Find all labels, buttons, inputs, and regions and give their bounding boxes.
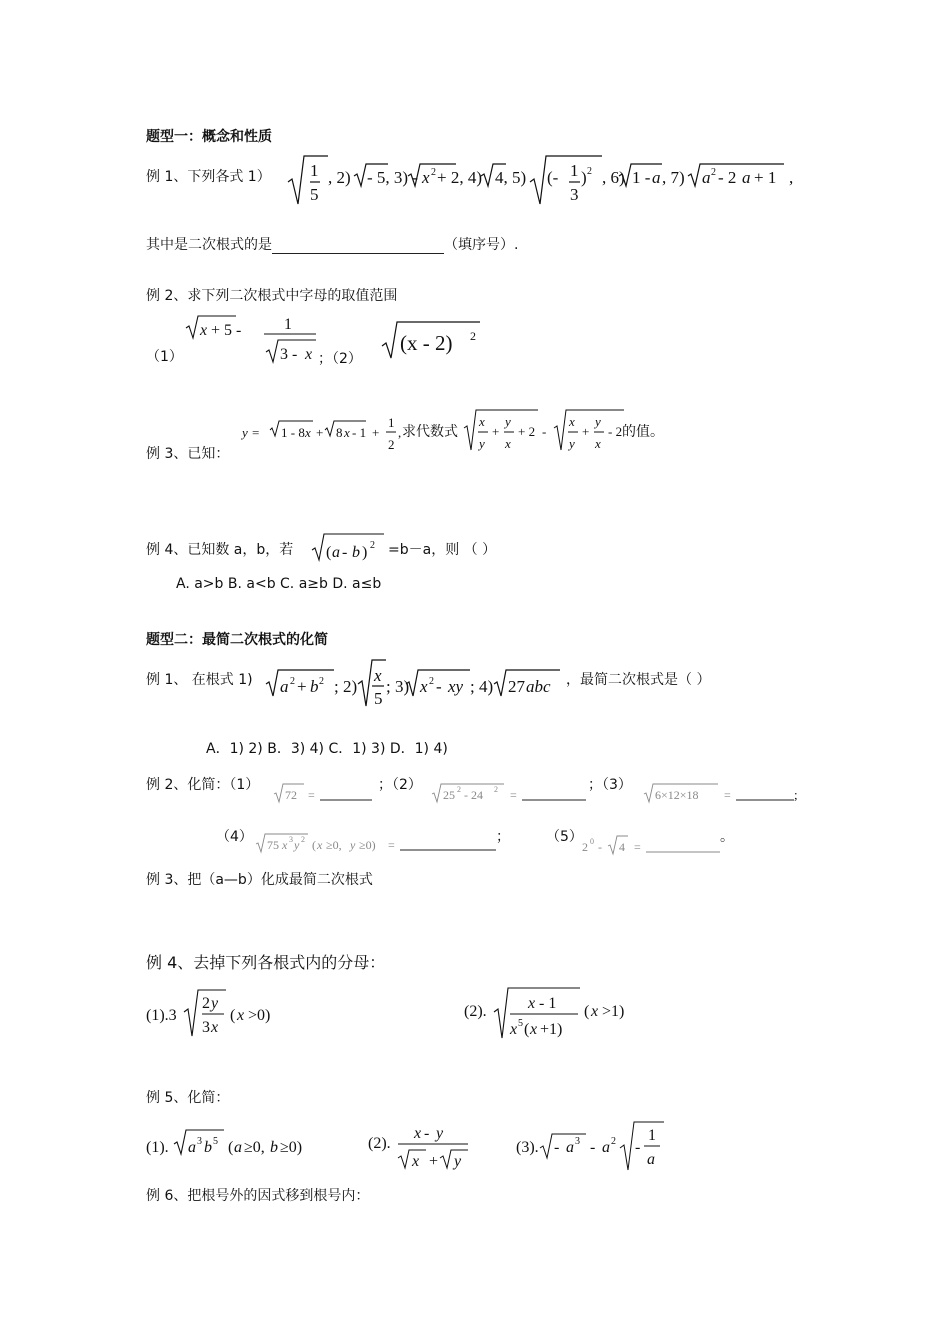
svg-text:2: 2 — [431, 167, 436, 178]
svg-text:=: = — [252, 425, 260, 440]
svg-text:2: 2 — [429, 676, 434, 687]
svg-text:72: 72 — [285, 788, 297, 802]
svg-text:(: ( — [228, 1139, 234, 1156]
svg-text:x: x — [479, 414, 485, 429]
svg-text:1: 1 — [570, 161, 579, 180]
s2-ex2-formula-5 — [580, 832, 722, 860]
svg-text:4: 4 — [619, 840, 625, 854]
svg-text:+ 2: + 2 — [518, 424, 536, 439]
svg-text:=: = — [724, 788, 731, 802]
svg-text:1: 1 — [388, 415, 395, 430]
svg-text:2: 2 — [470, 329, 476, 343]
svg-text:y: y — [454, 1153, 462, 1170]
svg-text:b: b — [270, 1139, 278, 1156]
ex4-formula — [310, 530, 390, 566]
svg-text:x: x — [414, 1125, 422, 1142]
svg-text:≥0): ≥0) — [359, 838, 376, 852]
svg-text:x: x — [591, 1003, 599, 1020]
svg-text:(: ( — [326, 544, 332, 561]
svg-text:5: 5 — [213, 1136, 218, 1147]
svg-text:- 1: - 1 — [352, 425, 367, 440]
svg-text:≥0,: ≥0, — [244, 1139, 265, 1156]
ex3-mid: 求代数式 — [402, 424, 458, 440]
svg-text:2: 2 — [587, 166, 592, 177]
svg-text:a: a — [702, 168, 711, 187]
svg-text:x: x — [344, 425, 350, 440]
svg-text:1: 1 — [310, 161, 319, 180]
svg-text:x: x — [305, 425, 311, 440]
ex2-p2: ；（2） — [318, 351, 362, 367]
s2-ex4-formula-1 — [144, 984, 294, 1044]
ex3-suffix: 的值。 — [622, 424, 664, 440]
svg-text:a: a — [652, 168, 661, 187]
s2-ex2-end: 。 — [720, 829, 734, 845]
s2-ex5-formula-1 — [144, 1122, 334, 1172]
s2-ex5-title: 例 5、化简： — [146, 1090, 230, 1106]
svg-text:- 2: - 2 — [718, 168, 737, 187]
svg-text:3 -: 3 - — [280, 346, 298, 363]
svg-text:a: a — [332, 544, 340, 561]
ex3-prefix: 例 3、已知： — [146, 446, 230, 462]
svg-text:xy: xy — [448, 677, 464, 696]
s2-ex2-prefix: 例 2、化简：（1） — [146, 777, 260, 793]
svg-text:+: + — [316, 425, 324, 440]
svg-text:5: 5 — [518, 1018, 523, 1029]
s2-ex2-p3: ；（3） — [588, 777, 632, 793]
svg-text:x: x — [505, 436, 511, 451]
svg-text:2: 2 — [290, 676, 295, 687]
svg-text:2: 2 — [494, 785, 498, 794]
svg-text:(1).3: (1).3 — [146, 1007, 177, 1024]
svg-text:(3).: (3). — [516, 1139, 539, 1156]
svg-text:8: 8 — [336, 425, 343, 440]
ex2-title: 例 2、求下列二次根式中字母的取值范围 — [146, 288, 398, 304]
svg-text:- 2: - 2 — [608, 424, 623, 439]
svg-text:0: 0 — [590, 837, 594, 846]
svg-text:27: 27 — [508, 677, 525, 696]
svg-text:, 6): , 6) — [602, 168, 625, 187]
svg-text:a: a — [602, 1139, 610, 1156]
svg-text:- 1: - 1 — [539, 995, 557, 1012]
svg-text:>1): >1) — [602, 1003, 625, 1020]
ex4-suffix: =b－a，则 （ ） — [388, 542, 497, 558]
ex1-prefix: 例 1、下列各式 1） — [146, 169, 271, 185]
s2-ex2-semicolon: ； — [496, 829, 510, 845]
svg-text:x: x — [317, 838, 323, 852]
svg-text:+ 1: + 1 — [754, 168, 777, 187]
svg-text:- 24: - 24 — [464, 788, 483, 802]
svg-text:(1).: (1). — [146, 1139, 169, 1156]
svg-text:;: ; — [794, 787, 798, 802]
svg-text:x: x — [420, 677, 428, 696]
svg-text:2: 2 — [370, 540, 375, 551]
svg-text:1: 1 — [284, 316, 292, 333]
svg-text:x: x — [211, 1019, 219, 1036]
svg-text:): ) — [362, 544, 368, 561]
s2-ex1-prefix: 例 1、 在根式 1) — [146, 672, 253, 688]
svg-text:x: x — [528, 995, 536, 1012]
svg-text:(x - 2): (x - 2) — [400, 331, 453, 355]
svg-text:x: x — [412, 1153, 420, 1170]
svg-text:(-: (- — [547, 168, 559, 187]
svg-text:+: + — [297, 677, 307, 696]
svg-text:y: y — [294, 838, 300, 852]
svg-text:3: 3 — [197, 1136, 202, 1147]
ex4-options: A. a>b B. a<b C. a≥b D. a≤b — [176, 576, 382, 592]
s2-ex4-title: 例 4、去掉下列各根式内的分母： — [146, 953, 386, 972]
ex1-line2: 其中是二次根式的是 — [146, 237, 272, 253]
s2-ex2-formula-2 — [430, 780, 590, 808]
svg-text:-: - — [342, 544, 348, 561]
section-heading-1: 题型一：概念和性质 — [146, 129, 272, 145]
s2-ex2-formula-4 — [254, 830, 502, 858]
svg-text:-: - — [598, 840, 602, 854]
s2-ex2-p5: （5） — [546, 829, 583, 845]
svg-text:-: - — [424, 1125, 430, 1142]
svg-text:2: 2 — [582, 840, 588, 854]
svg-text:2: 2 — [388, 437, 395, 452]
svg-text:+1): +1) — [540, 1021, 563, 1038]
svg-text:x: x — [200, 322, 208, 339]
svg-text:6×12×18: 6×12×18 — [655, 788, 699, 802]
svg-text:,: , — [398, 425, 402, 440]
svg-text:+: + — [429, 1153, 439, 1170]
svg-text:1 - 8: 1 - 8 — [281, 425, 305, 440]
s2-ex5-formula-2 — [366, 1118, 476, 1174]
svg-text:, 2): , 2) — [328, 168, 351, 187]
svg-text:25: 25 — [443, 788, 455, 802]
s2-ex1-suffix: ，最简二次根式是（ ） — [566, 672, 711, 688]
svg-text:-: - — [554, 1139, 560, 1156]
svg-text:5: 5 — [310, 185, 319, 204]
svg-text:; 3): ; 3) — [386, 677, 410, 696]
svg-text:a: a — [647, 1151, 655, 1168]
svg-text:+: + — [582, 424, 590, 439]
svg-text:(: ( — [524, 1021, 530, 1038]
s2-ex3-text: 例 3、把（a—b）化成最简二次根式 — [146, 872, 373, 888]
s2-ex5-formula-3 — [514, 1118, 674, 1174]
svg-text:abc: abc — [526, 677, 551, 696]
svg-text:, 7): , 7) — [662, 168, 685, 187]
s2-ex4-formula-2 — [462, 984, 642, 1044]
svg-text:x: x — [237, 1007, 245, 1024]
ex2-formula-2 — [380, 318, 490, 362]
svg-text:a: a — [234, 1139, 242, 1156]
ex2-formula-1 — [184, 308, 324, 368]
svg-text:y: y — [242, 425, 248, 440]
svg-text:x: x — [422, 168, 430, 187]
svg-text:y: y — [211, 995, 219, 1012]
svg-text:,: , — [789, 168, 794, 187]
svg-text:4, 5): 4, 5) — [495, 168, 527, 187]
svg-text:x: x — [374, 666, 382, 685]
svg-text:2: 2 — [319, 676, 324, 687]
svg-text:x: x — [595, 436, 601, 451]
svg-text:(2).: (2). — [464, 1003, 487, 1020]
svg-text:2: 2 — [202, 995, 210, 1012]
svg-text:(: ( — [230, 1007, 236, 1024]
svg-text:5: 5 — [374, 689, 383, 708]
svg-text:x: x — [510, 1021, 518, 1038]
svg-text:(2).: (2). — [368, 1135, 391, 1152]
svg-text:a: a — [566, 1139, 574, 1156]
svg-text:x: x — [530, 1021, 538, 1038]
s2-ex2-formula-1 — [272, 780, 382, 808]
svg-text:2: 2 — [611, 1136, 616, 1147]
svg-text:=: = — [510, 788, 517, 802]
ex1-answer-blank[interactable] — [272, 253, 444, 254]
svg-text:a: a — [188, 1139, 196, 1156]
s2-ex1-formula — [262, 656, 567, 718]
svg-text:3: 3 — [575, 1136, 580, 1147]
ex1-formula — [284, 152, 804, 214]
svg-text:=: = — [308, 788, 315, 802]
svg-text:-: - — [635, 1139, 641, 1156]
ex4-prefix: 例 4、已知数 a，b，若 — [146, 542, 294, 558]
ex2-p1: （1） — [146, 349, 183, 365]
svg-text:2: 2 — [457, 785, 461, 794]
svg-text:3: 3 — [289, 835, 293, 844]
svg-text:y: y — [350, 838, 356, 852]
svg-text:x: x — [282, 838, 288, 852]
svg-text:2: 2 — [301, 835, 305, 844]
svg-text:): ) — [581, 168, 587, 187]
svg-text:y: y — [595, 414, 601, 429]
svg-text:b: b — [204, 1139, 212, 1156]
svg-text:y: y — [436, 1125, 444, 1142]
svg-text:; 2): ; 2) — [334, 677, 358, 696]
section-heading-2: 题型二：最简二次根式的化简 — [146, 632, 328, 648]
svg-text:3: 3 — [202, 1019, 210, 1036]
svg-text:a: a — [742, 168, 751, 187]
svg-text:y: y — [505, 414, 511, 429]
svg-text:=: = — [634, 840, 641, 854]
svg-text:2: 2 — [711, 167, 716, 178]
svg-text:1 -: 1 - — [632, 168, 651, 187]
svg-text:+ 5 -: + 5 - — [211, 322, 242, 339]
s2-ex2-p2: ；（2） — [378, 777, 422, 793]
s2-ex1-options: A．1) 2) B．3) 4) C．1) 3) D．1) 4) — [206, 741, 448, 757]
svg-text:b: b — [352, 544, 360, 561]
s2-ex6-title: 例 6、把根号外的因式移到根号内： — [146, 1188, 370, 1204]
s2-ex2-p4: （4） — [216, 829, 253, 845]
svg-text:3: 3 — [570, 185, 579, 204]
svg-text:=: = — [388, 838, 395, 852]
svg-text:y: y — [479, 436, 485, 451]
svg-text:(: ( — [584, 1003, 590, 1020]
svg-text:≥0,: ≥0, — [326, 838, 342, 852]
svg-text:b: b — [310, 677, 319, 696]
svg-text:-: - — [542, 424, 547, 439]
svg-text:(: ( — [312, 838, 316, 852]
svg-text:+: + — [372, 425, 380, 440]
svg-text:-: - — [436, 677, 442, 696]
svg-text:+ 2, 4): + 2, 4) — [437, 168, 482, 187]
svg-text:- 5, 3) -: - 5, 3) - — [367, 168, 418, 187]
svg-text:a: a — [280, 677, 289, 696]
svg-text:x: x — [569, 414, 575, 429]
svg-text:1: 1 — [648, 1127, 656, 1144]
ex3-formula-expr — [460, 404, 630, 458]
ex1-answer-line — [146, 236, 518, 254]
svg-text:+: + — [492, 424, 500, 439]
svg-text:y: y — [569, 436, 575, 451]
svg-text:-: - — [590, 1139, 596, 1156]
ex1-line2-suffix: （填序号）. — [444, 237, 519, 253]
svg-text:≥0): ≥0) — [280, 1139, 303, 1156]
svg-text:x: x — [305, 346, 313, 363]
svg-text:; 4): ; 4) — [470, 677, 494, 696]
svg-text:>0): >0) — [248, 1007, 271, 1024]
svg-text:75: 75 — [267, 838, 279, 852]
s2-ex2-formula-3 — [642, 780, 802, 808]
